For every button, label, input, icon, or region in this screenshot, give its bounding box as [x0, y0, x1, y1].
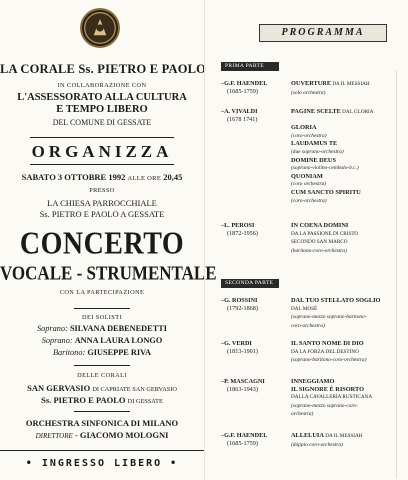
- work-source: DA LA PASSIONE DI CRISTO: [291, 230, 359, 237]
- composer-years: (1863-1943): [227, 386, 258, 393]
- composer-entry: [221, 340, 289, 356]
- divider: [74, 365, 130, 366]
- work-line: [291, 230, 407, 239]
- work-title: QUONIAM: [291, 172, 323, 180]
- work-line: [291, 247, 407, 256]
- work-scoring: (soprano-mezzo soprano-coro-: [291, 402, 358, 409]
- work-line: [291, 297, 407, 305]
- work-scoring: (coro orchestra): [291, 181, 327, 188]
- composer-entry: [221, 80, 289, 96]
- soloist-row: [0, 348, 204, 357]
- work-scoring: (soprano-baritono-coro-orchestra): [291, 357, 367, 364]
- collaboration-label: IN COLLABORAZIONE CON: [57, 82, 147, 89]
- work-line: [291, 157, 407, 165]
- work-line: [291, 402, 407, 411]
- work-line: [291, 164, 407, 173]
- composer-years: (1813-1901): [227, 348, 258, 355]
- part-one-header: PRIMA PARTE: [221, 62, 279, 71]
- presso-label: PRESSO: [89, 187, 115, 194]
- work-title: CUM SANCTO SPIRITU: [291, 188, 361, 196]
- assessorato-line-2: E TEMPO LIBERO: [56, 104, 148, 115]
- composer-entry: [221, 378, 289, 394]
- venue-line-1: LA CHIESA PARROCCHIALE: [47, 198, 157, 208]
- work-title: PAGINE SCELTE: [291, 108, 341, 115]
- work-line: [291, 313, 407, 322]
- work-entry: [291, 297, 407, 330]
- event-date: [0, 172, 204, 182]
- composer-name: –A. VIVALDI: [221, 108, 258, 115]
- conductor-line: DIRETTORE - GIACOMO MOLOGNI: [35, 430, 169, 440]
- work-title: DOMINE DEUS: [291, 156, 336, 164]
- orchestra-name: ORCHESTRA SINFONICA DI MILANO: [25, 418, 179, 428]
- work-title: OUVERTURE: [291, 80, 332, 87]
- work-scoring: (doppio coro-orchestra): [291, 441, 343, 448]
- work-line: [291, 80, 407, 89]
- composer-entry: [221, 432, 289, 448]
- divider: [30, 164, 174, 165]
- work-title: LAUDAMUS TE: [291, 140, 338, 148]
- work-title: [291, 117, 293, 124]
- divider: [30, 137, 174, 138]
- work-line: [291, 340, 407, 348]
- choir-name: LA CORALE Ss. PIETRO E PAOLO: [0, 62, 207, 76]
- event-date-main: SABATO 3 OTTOBRE 1992: [21, 172, 126, 182]
- work-line: [291, 89, 407, 98]
- work-source: DALLA CAVALLERIA RUSTICANA: [291, 394, 373, 401]
- composer-name: –G. ROSSINI: [221, 297, 258, 304]
- choir-2-place: DI GESSATE: [127, 398, 163, 405]
- work-line: [291, 432, 407, 441]
- work-line: [291, 132, 407, 141]
- conductor-name: GIACOMO MOLOGNI: [79, 430, 169, 440]
- comune-prefix: DEL: [52, 118, 68, 127]
- divider: [0, 450, 204, 451]
- work-line: [291, 393, 407, 402]
- composer-entry: [221, 297, 289, 313]
- work-scoring: (baritono-coro-orchestra): [291, 247, 347, 254]
- work-line: [291, 180, 407, 189]
- choir-2-name: Ss. PIETRO E PAOLO: [41, 395, 126, 405]
- soloists-label: DEI SOLISTI: [82, 314, 122, 321]
- work-line: [291, 348, 407, 357]
- work-entry: [291, 222, 407, 255]
- event-time-label: ALLE ORE: [127, 175, 162, 182]
- work-scoring: orchestra): [291, 411, 314, 418]
- choir-2: [0, 395, 204, 405]
- program-title: PROGRAMMA: [259, 24, 387, 42]
- soloist-row: [0, 324, 204, 333]
- work-source: DAL MOSÈ: [291, 305, 318, 312]
- composer-years: (1792-1868): [227, 305, 258, 312]
- work-line: [291, 356, 407, 365]
- work-title: IL SANTO NOME DI DIO: [291, 340, 364, 347]
- free-entry-banner: • INGRESSO LIBERO •: [25, 458, 179, 469]
- choir-emblem-icon: [80, 8, 120, 48]
- work-line: [291, 148, 407, 157]
- choir-1-name: SAN GERVASIO: [27, 383, 91, 393]
- work-entry: [291, 340, 407, 365]
- work-entry: [291, 432, 407, 449]
- composer-name: –G.F. HAENDEL: [221, 80, 268, 87]
- event-time: 20,45: [163, 172, 183, 182]
- work-line: [291, 140, 407, 148]
- work-scoring: (due soprano-orchestra): [291, 148, 344, 155]
- composer-years: (1678 1741): [227, 116, 258, 123]
- soloist-role: Soprano:: [41, 336, 73, 345]
- work-source: DA IL MESSIAH: [331, 81, 370, 87]
- work-line: [291, 378, 407, 386]
- composer-years: (1685-1759): [227, 440, 258, 447]
- work-line: [291, 222, 407, 230]
- soloist-name: ANNA LAURA LONGO: [74, 336, 163, 345]
- program-panel: [204, 0, 408, 480]
- soloist-row: [0, 336, 204, 345]
- organizza-heading: ORGANIZZA: [31, 142, 173, 161]
- work-line: [291, 173, 407, 181]
- composer-name: –L. PEROSI: [221, 222, 255, 229]
- vocale-heading: VOCALE - STRUMENTALE: [0, 262, 217, 284]
- work-line: [291, 305, 407, 314]
- soloist-role: Baritono:: [52, 348, 86, 357]
- work-source: SECONDO SAN MARCO: [291, 239, 348, 246]
- choir-1-place: DI CAPRIATE SAN GERVASIO: [92, 386, 177, 393]
- divider: [74, 308, 130, 309]
- work-line: [291, 441, 407, 450]
- soloist-name: GIUSEPPE RIVA: [87, 348, 152, 357]
- work-source: DA LA FORZA DEL DESTINO: [291, 348, 359, 355]
- choirs-label: DELLE CORALI: [77, 372, 127, 379]
- work-scoring: (solo orchestra): [291, 89, 326, 96]
- choir-1: [0, 383, 204, 393]
- composer-years: (1685-1759): [227, 88, 258, 95]
- work-line: [291, 410, 407, 419]
- composer-entry: [221, 108, 289, 124]
- work-line: [291, 197, 407, 206]
- composer-years: (1872-1956): [227, 230, 258, 237]
- composer-name: –G. VERDI: [221, 340, 252, 347]
- work-scoring: (soprano-mezzo soprano-baritono-: [291, 314, 367, 321]
- work-line: [291, 189, 407, 197]
- work-scoring: (soprano-violino-cembalo-b.c.): [291, 165, 359, 172]
- venue-line-2: Ss. PIETRO E PAOLO A GESSATE: [39, 209, 165, 219]
- comune-line: [0, 118, 204, 127]
- work-scoring: (coro-orchestra): [291, 132, 327, 139]
- soloist-name: SILVANA DEBENEDETTI: [69, 324, 168, 333]
- work-line: [291, 108, 407, 117]
- comune-name: COMUNE DI GESSATE: [69, 118, 152, 127]
- work-title: IN COENA DOMINI: [291, 222, 349, 229]
- work-title: ALLELUIA: [291, 432, 324, 439]
- work-title: DAL TUO STELLATO SOGLIO: [291, 297, 381, 304]
- work-entry: [291, 378, 407, 419]
- work-entry: [291, 80, 407, 97]
- soloist-role: Soprano:: [36, 324, 68, 333]
- work-line: [291, 117, 407, 125]
- work-title: INNEGGIAMO: [291, 378, 335, 385]
- composer-entry: [221, 222, 289, 238]
- work-entry: [291, 108, 407, 205]
- work-title: IL SIGNORE È RISORTO: [291, 385, 364, 393]
- work-scoring: coro-orchestra): [291, 322, 325, 329]
- work-line: [291, 322, 407, 331]
- work-source: DA IL MESSIAH: [323, 433, 363, 439]
- work-line: [291, 386, 407, 394]
- work-scoring: (coro-orchestra): [291, 197, 327, 204]
- composer-name: –G.F. HAENDEL: [221, 432, 268, 439]
- assessorato-line-1: L'ASSESSORATO ALLA CULTURA: [17, 92, 187, 103]
- composer-name: –P. MASCAGNI: [221, 378, 265, 385]
- work-source: DAL GLORIA: [340, 109, 374, 115]
- concerto-heading: CONCERTO: [19, 226, 185, 262]
- work-title: GLORIA: [291, 124, 317, 132]
- work-line: [291, 124, 407, 132]
- participation-label: CON LA PARTECIPAZIONE: [59, 289, 145, 296]
- conductor-role: DIRETTORE: [35, 432, 73, 440]
- divider: [74, 411, 130, 412]
- work-line: [291, 238, 407, 247]
- part-two-header: SECONDA PARTE: [221, 279, 279, 288]
